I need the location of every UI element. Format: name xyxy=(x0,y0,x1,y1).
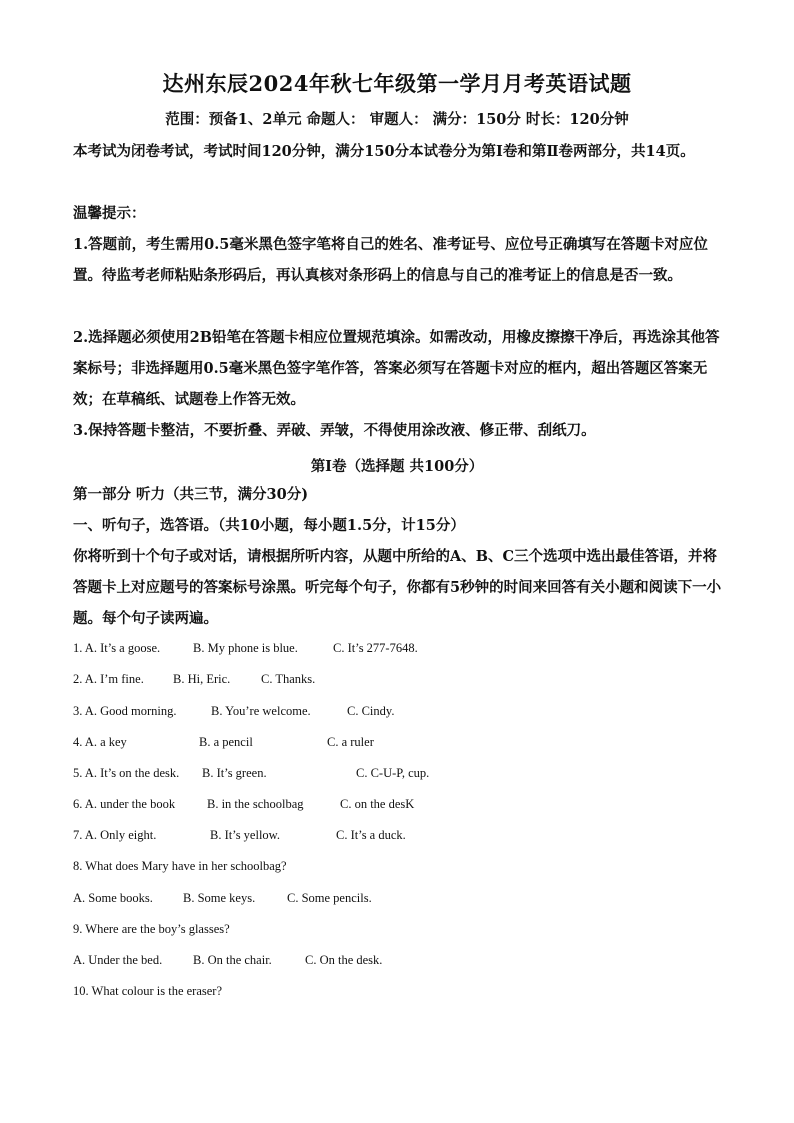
question-10-stem: 10. What colour is the eraser? xyxy=(73,984,223,998)
subsection-heading: 一、听句子，选答语。（共10小题，每小题1.5分，计15分） xyxy=(73,517,465,534)
option-b: B. My phone is blue. xyxy=(193,641,298,655)
part-heading: 第一部分 听力（共三节，满分30分) xyxy=(73,486,309,503)
option-b: B. Hi, Eric. xyxy=(173,672,231,686)
question-7 xyxy=(73,828,406,843)
question-8-options xyxy=(73,891,372,906)
question-4 xyxy=(73,735,374,750)
exam-title: 达州东辰2024年秋七年级第一学月月考英语试题 xyxy=(162,71,632,96)
option-b: B. On the chair. xyxy=(193,953,272,967)
option-c: C. C-U-P, cup. xyxy=(356,766,430,780)
tips-title: 温馨提示： xyxy=(73,205,146,222)
option-a: A. Some books. xyxy=(73,891,153,905)
question-2 xyxy=(73,672,315,687)
tip-3: 3.保持答题卡整洁，不要折叠、弄破、弄皱，不得使用涂改液、修正带、刮纸刀。 xyxy=(73,422,596,439)
option-b: B. It’s yellow. xyxy=(210,828,281,842)
option-b: B. a pencil xyxy=(199,735,253,749)
option-c: C. Thanks. xyxy=(261,672,316,686)
question-9-stem: 9. Where are the boy’s glasses? xyxy=(73,922,230,936)
exam-meta: 范围：预备1、2单元 命题人： 审题人： 满分：150分 时长：120分钟 xyxy=(165,111,629,128)
option-c: C. It’s 277-7648. xyxy=(333,641,418,655)
volume-heading: 第Ⅰ卷（选择题 共100分） xyxy=(310,458,484,475)
option-a: 6. A. under the book xyxy=(73,797,176,811)
tip-2: 2.选择题必须使用2B铅笔在答题卡相应位置规范填涂。如需改动，用橡皮擦擦干净后，再选涂其他答案标号；非选择题用0.5毫米黑色签字笔作答，答案必须写在答题卡对应的框内，超出答题区答案无效；在草稿纸、试题卷上作答无效。 xyxy=(73,329,720,408)
option-b: B. It’s green. xyxy=(202,766,267,780)
question-1 xyxy=(73,641,418,656)
option-a: 5. A. It’s on the desk. xyxy=(73,766,180,780)
option-c: C. Cindy. xyxy=(347,704,395,718)
question-8-stem: 8. What does Mary have in her schoolbag? xyxy=(73,859,287,873)
listening-instructions: 你将听到十个句子或对话，请根据所听内容，从题中所给的A、B、C三个选项中选出最佳答语，并将答题卡上对应题号的答案标号涂黑。听完每个句子，你都有5秒钟的时间来回答有关小题和阅读下一小题。每个句子读两遍。 xyxy=(73,548,722,627)
option-c: C. It’s a duck. xyxy=(336,828,406,842)
option-a: 1. A. It’s a goose. xyxy=(73,641,161,655)
intro-text: 本考试为闭卷考试，考试时间120分钟，满分150分本试卷分为第Ⅰ卷和第Ⅱ卷两部分，共14页。 xyxy=(73,143,695,160)
option-a: A. Under the bed. xyxy=(73,953,163,967)
question-9-options xyxy=(73,953,382,968)
question-6 xyxy=(73,797,414,812)
question-3 xyxy=(73,704,394,719)
option-a: 3. A. Good morning. xyxy=(73,704,177,718)
option-c: C. Some pencils. xyxy=(287,891,372,905)
question-5 xyxy=(73,766,429,781)
tip-1: 1.答题前，考生需用0.5毫米黑色签字笔将自己的姓名、准考证号、应位号正确填写在答题卡对应位置。待监考老师粘贴条形码后，再认真核对条形码上的信息与自己的准考证上的信息是否一致。 xyxy=(73,236,708,284)
option-c: C. a ruler xyxy=(327,735,374,749)
option-b: B. in the schoolbag xyxy=(207,797,304,811)
option-b: B. Some keys. xyxy=(183,891,256,905)
option-c: C. on the desK xyxy=(340,797,415,811)
option-a: 2. A. I’m fine. xyxy=(73,672,144,686)
option-b: B. You’re welcome. xyxy=(211,704,311,718)
option-a: 4. A. a key xyxy=(73,735,127,749)
option-a: 7. A. Only eight. xyxy=(73,828,157,842)
option-c: C. On the desk. xyxy=(305,953,383,967)
